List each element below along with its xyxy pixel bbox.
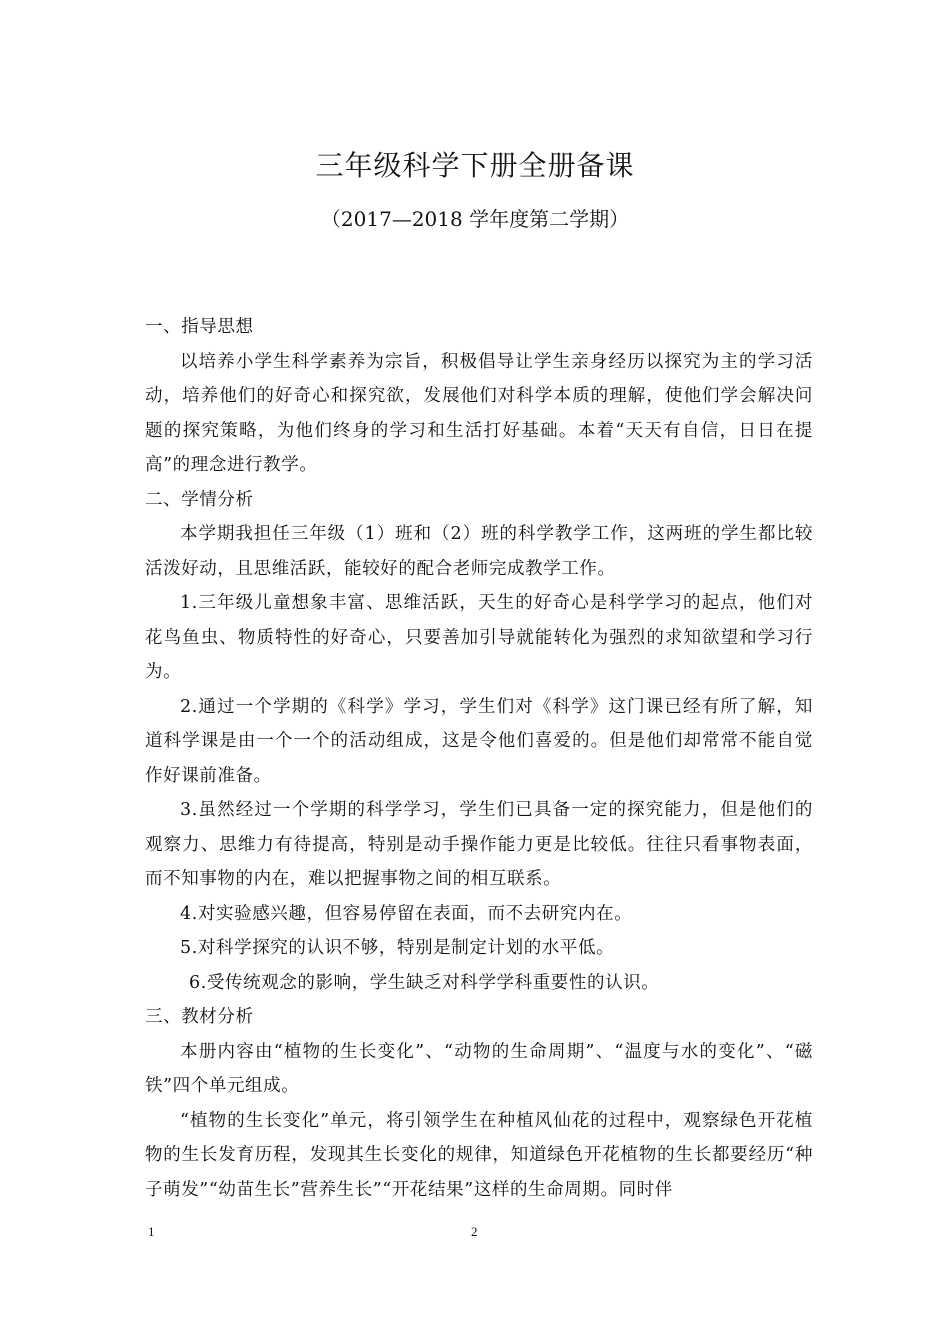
document-title: 三年级科学下册全册备课: [315, 149, 635, 182]
document-subtitle: （2017—2018 学年度第二学期）: [320, 207, 630, 231]
situation-item-5: 5.对科学探究的认识不够，特别是制定计划的水平低。: [180, 938, 615, 958]
textbook-intro: 本册内容由“植物的生长变化”、“动物的生命周期”、“温度与水的变化”、“磁铁”四个单元组成。: [145, 1041, 813, 1096]
guiding-paragraph: 以培养小学生科学素养为宗旨，积极倡导让学生亲身经历以探究为主的学习活动，培养他们的好奇心和探究欲，发展他们对科学本质的理解，使他们学会解决问题的探究策略，为他们终身的学习和生活打好基础。本着“天天有自信，日日在提高”的理念进行教学。: [145, 351, 813, 475]
textbook-unit-1: “植物的生长变化”单元，将引领学生在种植风仙花的过程中，观察绿色开花植物的生长发育历程，发现其生长变化的规律，知道绿色开花植物的生长都要经历“种子萌发”“幼苗生长”营养生长”“开花结果”这样的生命周期。同时伴: [145, 1110, 813, 1200]
footer-page-number: 2: [471, 1224, 478, 1239]
footer-left-number: 1: [148, 1224, 155, 1239]
situation-item-3: 3.虽然经过一个学期的科学学习，学生们已具备一定的探究能力，但是他们的观察力、思维力有待提高，特别是动手操作能力更是比较低。往往只看事物表面，而不知事物的内在，难以把握事物之间的相互联系。: [145, 800, 813, 889]
section-heading-situation: 二、学情分析: [145, 489, 254, 510]
situation-item-1: 1.三年级儿童想象丰富、思维活跃，天生的好奇心是科学学习的起点，他们对花鸟鱼虫、物质特性的好奇心，只要善加引导就能转化为强烈的求知欲望和学习行为。: [145, 593, 813, 682]
section-heading-textbook: 三、教材分析: [145, 1007, 254, 1027]
document-body: [145, 310, 813, 1207]
situation-intro: 本学期我担任三年级（1）班和（2）班的科学教学工作，这两班的学生都比较活泼好动，且思维活跃，能较好的配合老师完成教学工作。: [145, 524, 813, 579]
section-heading-guiding: 一、指导思想: [145, 317, 254, 337]
situation-item-4: 4.对实验感兴趣，但容易停留在表面，而不去研究内在。: [180, 903, 633, 924]
situation-item-2: 2.通过一个学期的《科学》学习，学生们对《科学》这门课已经有所了解，知道科学课是由一个一个的活动组成，这是令他们喜爱的。但是他们却常常不能自觉作好课前准备。: [145, 696, 813, 786]
situation-item-6: 6.受传统观念的影响，学生缺乏对科学学科重要性的认识。: [189, 972, 660, 993]
